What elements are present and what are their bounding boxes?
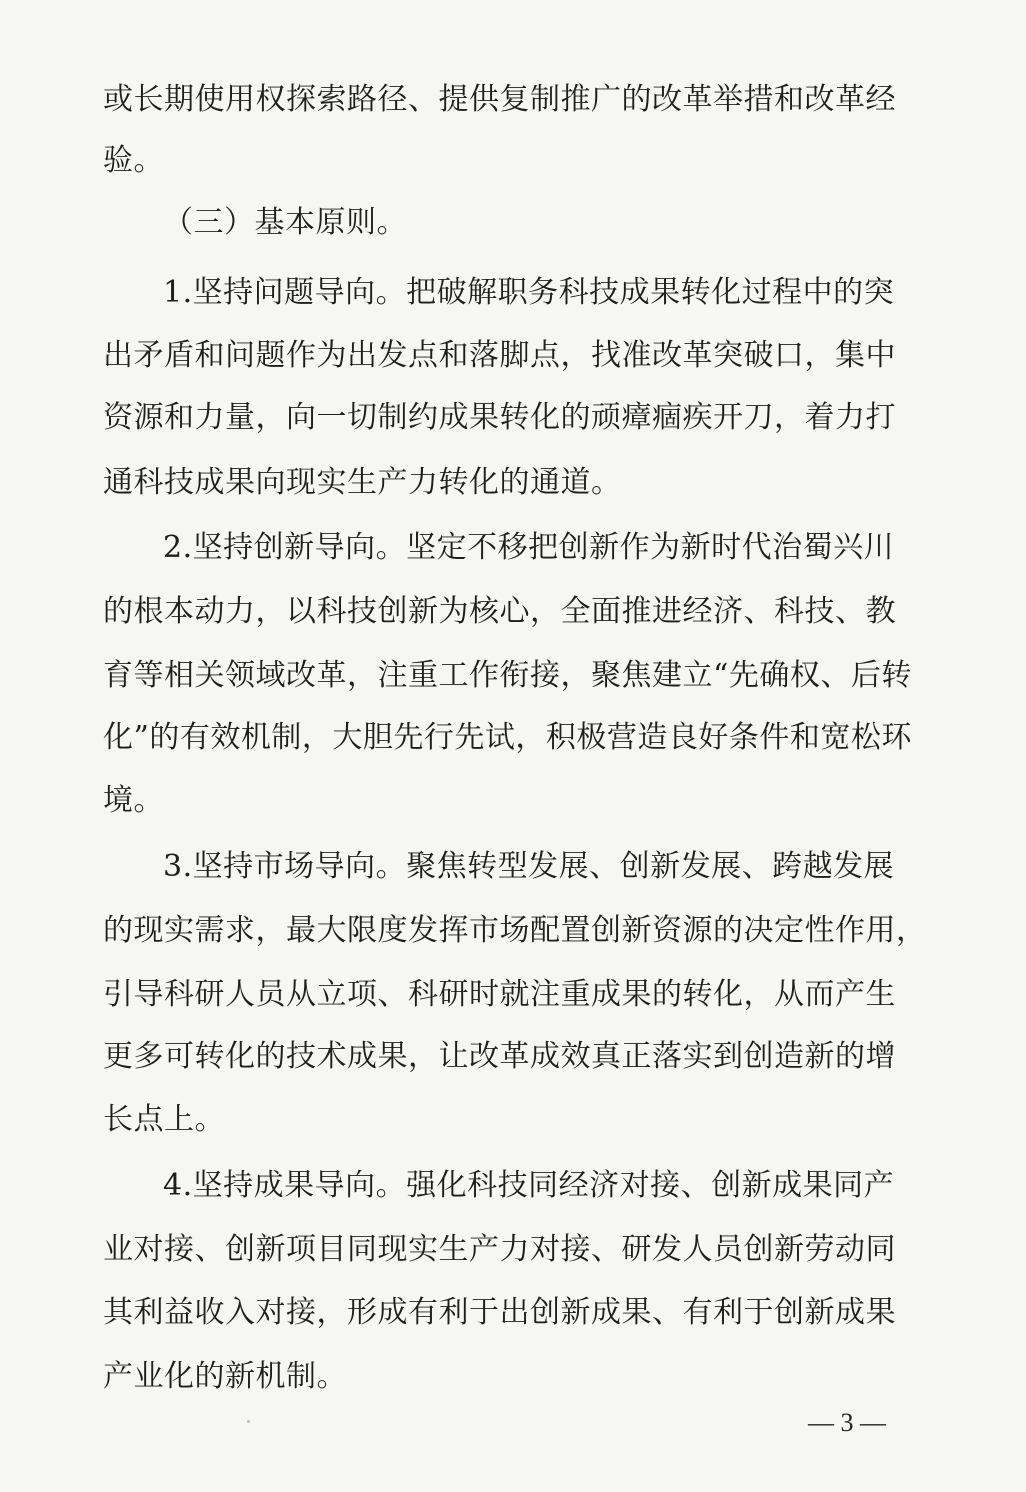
text-line: 验。 (103, 143, 164, 178)
text-line: 或长期使用权探索路径、提供复制推广的改革举措和改革经 (103, 82, 896, 117)
section-heading: （三）基本原则。 (163, 205, 407, 240)
text-line: 引导科研人员从立项、科研时就注重成果的转化，从而产生 (103, 977, 896, 1012)
text-line: 化”的有效机制，大胆先行先试，积极营造良好条件和宽松环 (103, 720, 912, 755)
text-line: 4.坚持成果导向。强化科技同经济对接、创新成果同产 (163, 1168, 895, 1203)
text-line: 2.坚持创新导向。坚定不移把创新作为新时代治蜀兴川 (163, 530, 895, 565)
text-line: 育等相关领域改革，注重工作衔接，聚焦建立“先确权、后转 (103, 658, 912, 693)
text-line: 出矛盾和问题作为出发点和落脚点，找准改革突破口，集中 (103, 338, 896, 373)
text-line: 境。 (103, 783, 164, 818)
text-line: 更多可转化的技术成果，让改革成效真正落实到创造新的增 (103, 1039, 896, 1074)
text-line: 3.坚持市场导向。聚焦转型发展、创新发展、跨越发展 (163, 849, 895, 884)
text-line: 业对接、创新项目同现实生产力对接、研发人员创新劳动同 (103, 1232, 896, 1267)
text-line: 的现实需求，最大限度发挥市场配置创新资源的决定性作用， (103, 913, 927, 948)
text-line: 通科技成果向现实生产力转化的通道。 (103, 465, 622, 500)
text-line: 的根本动力，以科技创新为核心，全面推进经济、科技、教 (103, 594, 896, 629)
page-number: — 3 — (808, 1408, 886, 1437)
text-line: 其利益收入对接，形成有利于出创新成果、有利于创新成果 (103, 1295, 896, 1330)
text-line: 资源和力量，向一切制约成果转化的顽瘴痼疾开刀，着力打 (103, 400, 896, 435)
text-line: 长点上。 (103, 1102, 225, 1137)
text-line: 产业化的新机制。 (103, 1359, 347, 1394)
text-line: 1.坚持问题导向。把破解职务科技成果转化过程中的突 (163, 275, 895, 310)
scan-speck (247, 1420, 250, 1423)
